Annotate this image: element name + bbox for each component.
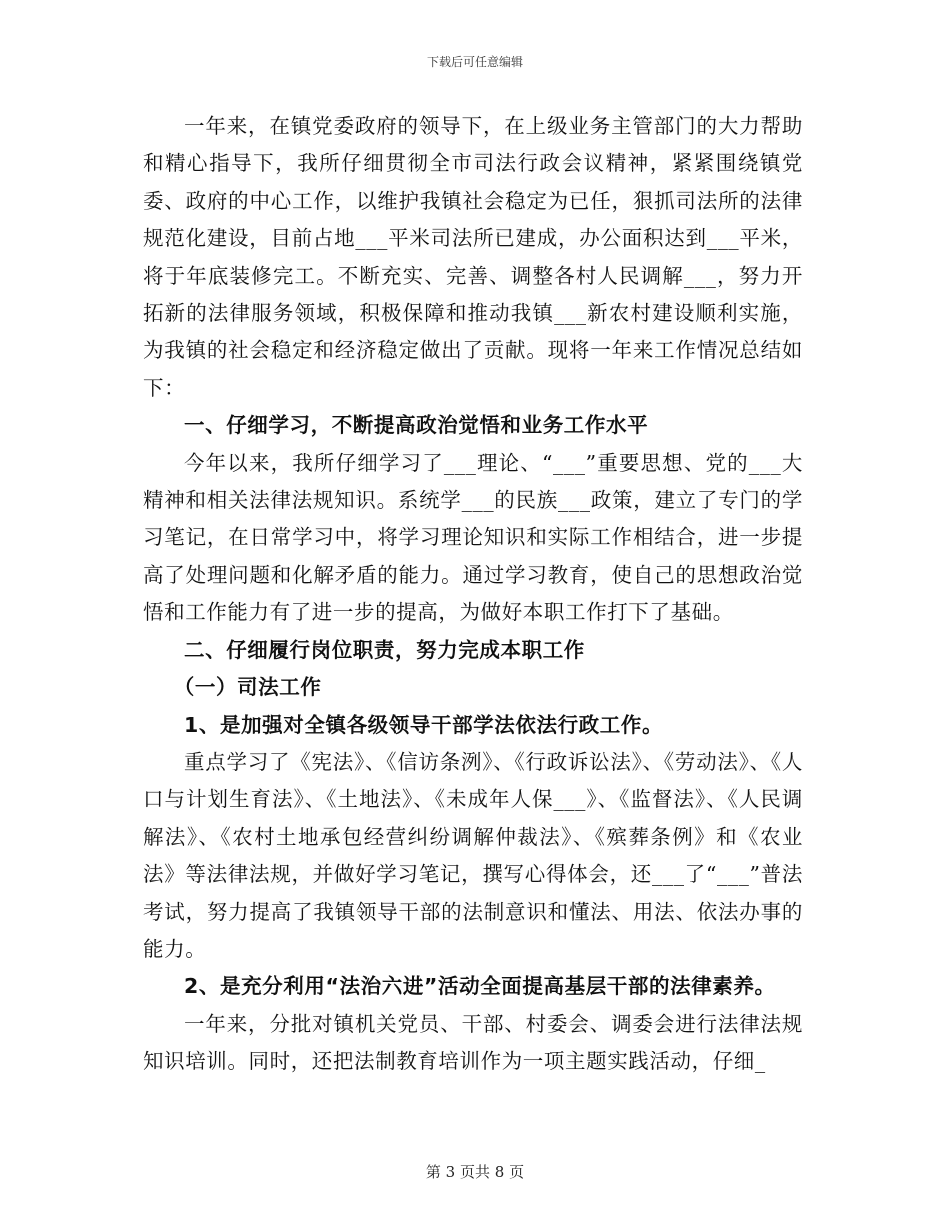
law-study-paragraph: 重点学习了《宪法》、《信访条洌》、《行政诉讼法》、《劳动法》、《人口与计划生育法》、《土地法》、《未成年人保___》、《监督法》、《人民调解法》、《农村土地承包经营纠纷调解仲裁法》、《殡葬条例》和《农业法》等法律法规，并做好学习笔记，撰写心得体会，还___了“___”普法考试，努力提高了我镇领导干部的法制意识和懂法、用法、依法办事的能力。 xyxy=(143,749,803,961)
study-paragraph: 今年以来，我所仔细学习了___理论、“___”重要思想、党的___大精神和相关法律法规知识。系统学___的民族___政策，建立了专门的学习笔记，在日常学习中，将学习理论知识和实际工作相结合，进一步提高了处理问题和化解矛盾的能力。通过学习教育，使自己的思想政治觉悟和工作能力有了进一步的提高，为做好本职工作打下了基础。 xyxy=(143,450,803,625)
subsection-heading-judicial: （一）司法工作 xyxy=(173,675,322,700)
item-heading-1: 1、是加强对全镇各级领导干部学法依法行政工作。 xyxy=(184,712,664,737)
page-footer: 第 3 页共 8 页 xyxy=(425,1163,525,1181)
document-body xyxy=(143,108,803,1081)
section-heading-2: 二、仔细履行岗位职责，努力完成本职工作 xyxy=(184,637,585,662)
training-paragraph: 一年来，分批对镇机关党员、干部、村委会、调委会进行法律法规知识培训。同时，还把法制教育培训作为一项主题实践活动，仔细_ xyxy=(143,1011,803,1074)
intro-paragraph: 一年来，在镇党委政府的领导下，在上级业务主管部门的大力帮助和精心指导下，我所仔细贯彻全市司法行政会议精神，紧紧围绕镇党委、政府的中心工作，以维护我镇社会稳定为已任，狠抓司法所的法律规范化建设，目前占地___平米司法所已建成，办公面积达到___平米，将于年底装修完工。不断充实、完善、调整各村人民调解___，努力开拓新的法律服务领域，积极保障和推动我镇___新农村建设顺利实施，为我镇的社会稳定和经济稳定做出了贡献。现将一年来工作情况总结如下： xyxy=(143,114,803,400)
page-header-note: 下载后可任意编辑 xyxy=(426,55,523,69)
section-heading-1: 一、仔细学习，不断提高政治觉悟和业务工作水平 xyxy=(184,413,649,438)
item-heading-2: 2、是充分利用“法治六进”活动全面提高基层干部的法律素养。 xyxy=(184,974,776,999)
